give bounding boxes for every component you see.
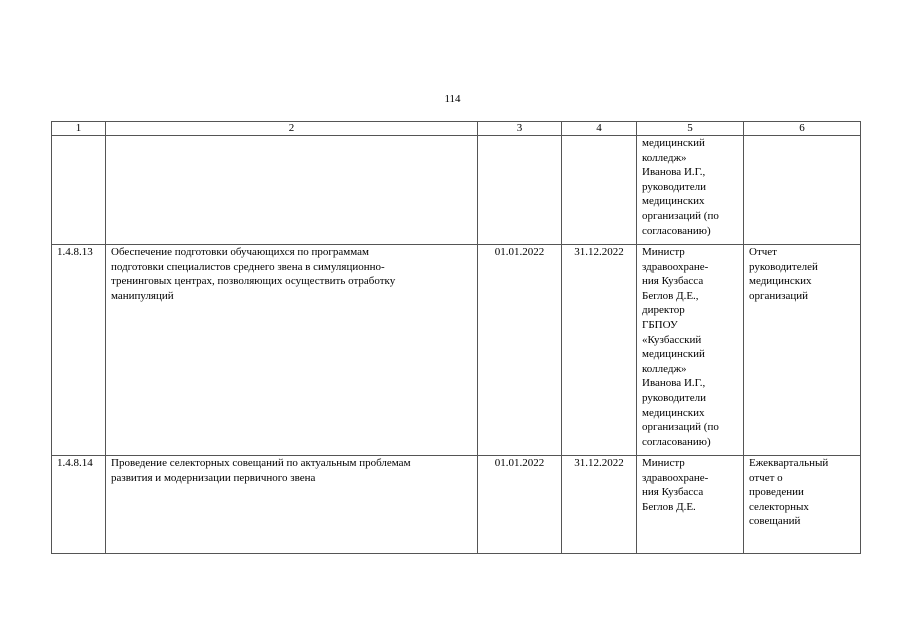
responsible: медицинский колледж» Иванова И.Г., руководители медицинских организаций (по согласованию) (637, 136, 744, 245)
start-date (478, 136, 562, 245)
item-description: Обеспечение подготовки обучающихся по программам подготовки специалистов среднего звена в симуляционно- тренинговых центрах, позволяющих осуществить отработку манипуляций (106, 245, 478, 456)
result (744, 136, 861, 245)
end-date: 31.12.2022 (562, 456, 637, 554)
responsible: Министр здравоохране- ния Кузбасса Беглов Д.Е. (637, 456, 744, 554)
responsible: Министр здравоохране- ния Кузбасса Беглов Д.Е., директор ГБПОУ «Кузбасский медицинский колледж» Иванова И.Г., руководители медицинских организаций (по согласованию) (637, 245, 744, 456)
end-date (562, 136, 637, 245)
end-date: 31.12.2022 (562, 245, 637, 456)
page-number: 114 (444, 93, 461, 105)
item-description (106, 136, 478, 245)
column-header-5: 5 (637, 122, 744, 136)
result: Отчет руководителей медицинских организаций (744, 245, 861, 456)
item-number: 1.4.8.13 (52, 245, 106, 456)
table-row (52, 456, 861, 554)
result: Ежеквартальный отчет о проведении селекторных совещаний (744, 456, 861, 554)
item-number: 1.4.8.14 (52, 456, 106, 554)
column-header-1: 1 (52, 122, 106, 136)
column-header-2: 2 (106, 122, 478, 136)
start-date: 01.01.2022 (478, 245, 562, 456)
plan-table (51, 121, 861, 554)
table-row-continuation (52, 136, 861, 245)
column-header-4: 4 (562, 122, 637, 136)
start-date: 01.01.2022 (478, 456, 562, 554)
column-header-3: 3 (478, 122, 562, 136)
item-description: Проведение селекторных совещаний по актуальным проблемам развития и модернизации первичного звена (106, 456, 478, 554)
table-row (52, 245, 861, 456)
column-header-6: 6 (744, 122, 861, 136)
header-row (52, 122, 861, 136)
item-number (52, 136, 106, 245)
